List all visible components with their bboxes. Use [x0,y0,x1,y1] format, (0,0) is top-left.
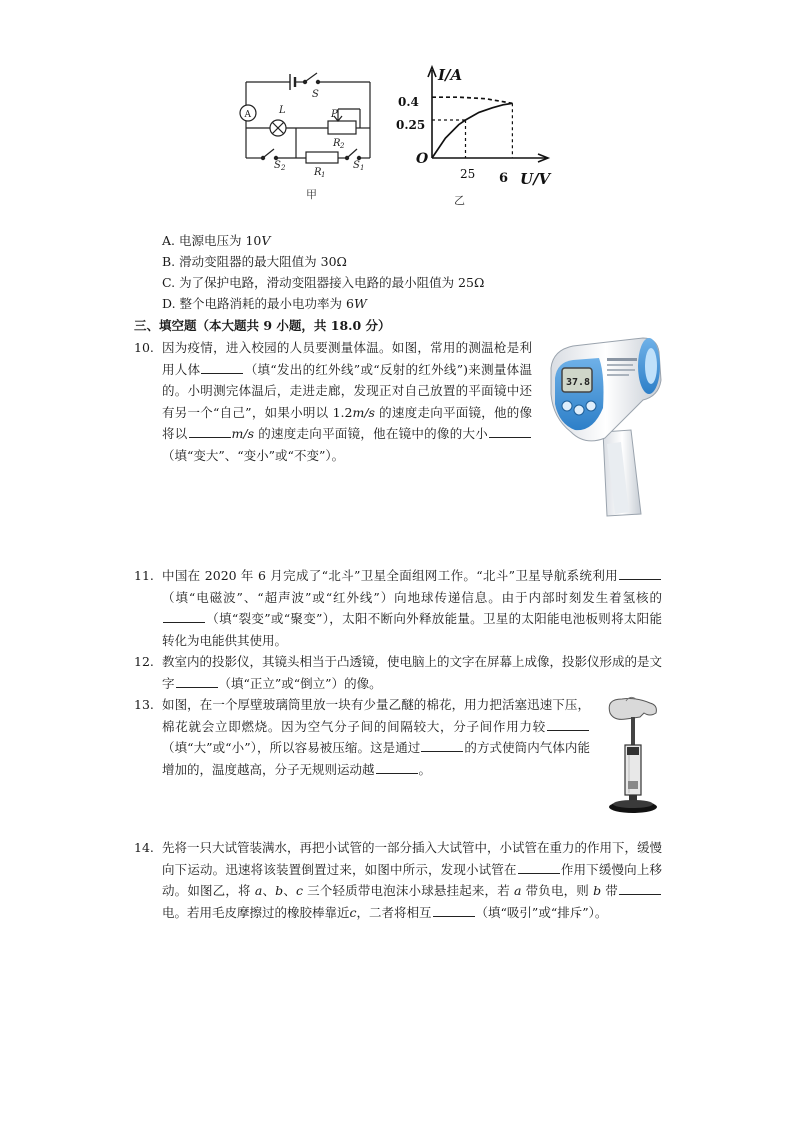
s2-label: S [274,160,281,171]
q11-blank-1[interactable] [619,566,661,580]
option-c-text: 为了保护电路，滑动变阻器接入电路的最小阻值为 25Ω [179,275,485,290]
q12-blank-1[interactable] [176,674,218,688]
option-d-text: 整个电路消耗的最小电功率为 6 [179,296,354,311]
circuit-figure [236,66,382,216]
thermometer-gun-image [545,334,663,520]
thermometer-display: 37.8 [566,377,591,388]
q11-part-1: 中国在 2020 年 6 月完成了“北斗”卫星全面组网工作。“北斗”卫星导航系统利用 [162,568,618,583]
q11-part-2: （填“电磁波”、“超声波”或“红外线”）向地球传递信息。由于内部时刻发生着氢核的 [162,589,662,605]
ammeter-label: A [244,110,251,120]
q14-blank-1[interactable] [518,860,560,874]
s1-label: S [353,160,360,171]
q13-part-3: 的方式使筒内气体内能增加的，温度越高，分子无规则运动越 [162,740,590,777]
y-tick-0-4: 0.4 [398,95,419,109]
circuit-diagram [236,66,382,216]
x-axis-label: U/V [520,170,551,188]
option-a-unit: V [261,233,271,248]
option-a-text: 电源电压为 10 [179,233,262,248]
q14-ball-a: a [254,883,263,898]
q11-text [162,565,662,651]
q10-part-1: 因为疫情，进入校园的人员要测量体温。如图，常用的测温枪是利用人体 [162,340,532,377]
q13-text [162,694,590,780]
q13-blank-2[interactable] [421,738,463,752]
q10-unit-2: m/s [231,426,255,441]
r1-subscript: 1 [321,171,326,179]
q14-part-6: 电。若用毛皮摩擦过的橡胶棒靠近 [162,904,350,920]
q14-ball-b: b [275,883,284,898]
option-b-label: B. [162,254,176,269]
r2-label: R [333,138,341,149]
q14-part-3: 三个轻质带电泡沫小球悬挂起来，若 [303,883,515,898]
q10-part-2: （填“发出的红外线”或“反射的红外线”)来测量体温的。小明测完体温后，走进走廊，发现正对自己放置的平面镜中还有另一个“自己”，如果小明以 1.2 [162,361,532,420]
dashed-curve [432,97,512,103]
q10-text [162,337,532,466]
q12-part-2: （填“正立”或“倒立”）的像。 [218,675,382,691]
x-tick-6: 6 [499,171,509,186]
q13-number: 13. [134,697,154,712]
option-d-unit: W [353,296,367,311]
q14-ball-c-2: c [349,904,357,920]
graph-figure [392,58,562,210]
q10-blank-1[interactable] [201,360,243,374]
q14-part-5: 带 [601,883,618,898]
q10-number: 10. [134,340,154,355]
r1-label: R [314,167,322,178]
q14-ball-b-2: b [593,883,602,898]
s2-subscript: 2 [281,164,286,172]
q10-part-3: 的速度走向平面镜，他的像将以 [162,404,532,441]
graph-caption: 乙 [454,194,465,207]
q13-part-2: （填“大”或“小”），所以容易被压缩。这是通过 [162,740,421,755]
slider-label: P [331,109,338,120]
q10-blank-3[interactable] [489,424,531,438]
option-d[interactable] [162,294,367,314]
iu-graph [392,58,562,210]
origin-label: O [416,151,429,167]
q11-blank-2[interactable] [163,609,205,623]
q14-ball-c: c [296,883,304,898]
q12-number: 12. [134,654,154,669]
option-a[interactable] [162,231,270,251]
option-c-label: C. [162,275,176,290]
q11-number: 11. [134,568,154,583]
section-title: 三、填空题（本大题共 9 小题，共 18.0 分） [134,318,391,333]
q14-part-1: 先将一只大试管装满水，再把小试管的一部分插入大试管中，小试管在重力的作用下，缓慢向下运动。迅速将该装置倒置过来，如图中所示，发现小试管在 [162,840,663,877]
air-compression-cylinder-image [600,693,666,817]
option-a-label: A. [162,233,176,248]
q14-sep-2: 、 [283,883,296,898]
q14-number: 14. [134,840,154,855]
s1-subscript: 1 [360,164,365,172]
y-axis-label: I/A [438,66,463,84]
q14-text [162,837,662,923]
q14-part-2: 作用下缓慢向上移动。如图乙，将 [162,861,662,898]
q13-part-4: 。 [418,761,432,777]
y-tick-0-25: 0.25 [396,118,426,132]
q13-blank-1[interactable] [547,717,589,731]
q10-blank-2[interactable] [189,424,231,438]
r2-subscript: 2 [340,142,345,150]
q10-part-4: 的速度走向平面镜，他在镜中的像的大小 [254,426,488,441]
x-tick-25: 25 [460,167,476,181]
q14-part-7: ，二者将相互 [356,904,432,920]
q14-ball-a-2: a [514,883,522,898]
option-b[interactable] [162,252,347,272]
q14-blank-3[interactable] [433,903,475,917]
q13-blank-3[interactable] [376,760,418,774]
q14-sep-1: 、 [262,883,276,898]
solid-curve [432,103,512,158]
circuit-caption: 甲 [306,188,317,201]
option-b-text: 滑动变阻器的最大阻值为 30Ω [179,254,347,269]
q11-part-3: （填“裂变”或“聚变”），太阳不断向外释放能量。卫星的太阳能电池板则将太阳能转化为电能供其使用。 [162,611,662,648]
q12-text [162,651,662,694]
lamp-label: L [279,105,286,116]
option-d-label: D. [162,296,176,311]
q14-blank-2[interactable] [619,881,661,895]
q10-unit-1: m/s [352,404,375,420]
q13-part-1: 如图，在一个厚壁玻璃筒里放一块有少量乙醚的棉花，用力把活塞迅速下压，棉花就会立即燃烧。因为空气分子间的间隔较大，分子间作用力较 [162,697,590,734]
switch-s-label: S [312,89,319,100]
q10-part-5: （填“变大”、“变小”或“不变”）。 [162,447,345,463]
q14-part-8: （填“吸引”或“排斥”）。 [475,904,608,920]
q14-part-4: 带负电，则 [521,883,594,898]
option-c[interactable] [162,273,484,293]
q12-part-1: 教室内的投影仪，其镜头相当于凸透镜，使电脑上的文字在屏幕上成像，投影仪形成的是文字 [162,654,663,691]
